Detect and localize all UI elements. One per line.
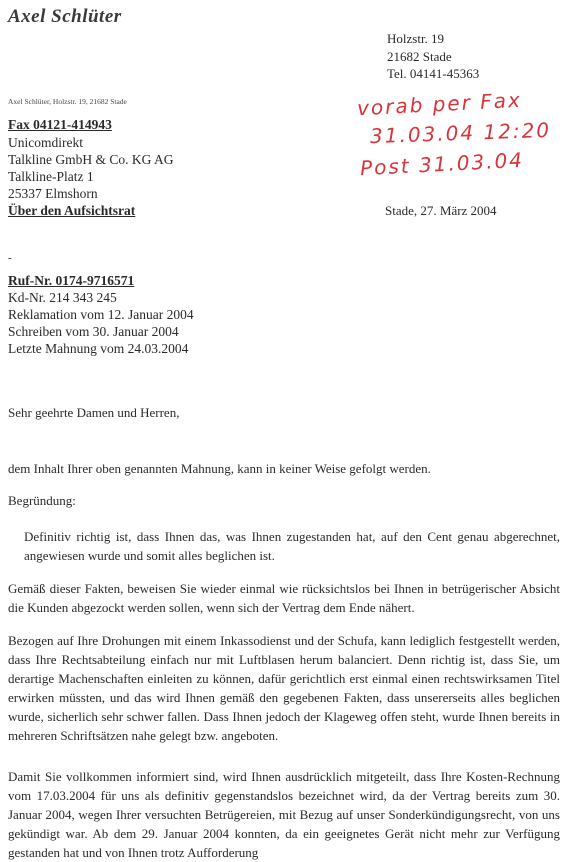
- recipient-line-4: 25337 Elmshorn: [8, 186, 98, 201]
- reference-complaint: Reklamation vom 12. Januar 2004: [8, 307, 194, 322]
- paragraph-reason-heading: Begründung:: [8, 493, 76, 508]
- recipient-line-3: Talkline-Platz 1: [8, 169, 94, 184]
- reference-letter: Schreiben vom 30. Januar 2004: [8, 324, 179, 339]
- paragraph-facts: Gemäß dieser Fakten, beweisen Sie wieder einmal wie rücksichtslos bei Ihnen in betrügerischer Absicht die Kunden abgezockt werden sollen, wenn sich der Vertrag dem Ende nähert.: [8, 581, 560, 615]
- recipient-fax: Fax 04121-414943: [8, 117, 112, 132]
- paragraph-reason: Definitiv richtig ist, dass Ihnen das, was Ihnen zugestanden hat, auf den Cent genau abgerechnet, angewiesen wurde und somit alles beglichen ist.: [24, 529, 560, 563]
- sender-address-line-2: 21682 Stade: [387, 49, 452, 64]
- paragraph-invoice: Damit Sie vollkommen informiert sind, wird Ihnen ausdrücklich mitgeteilt, dass Ihre Kosten-Rechnung vom 17.03.2004 für uns als definitiv gegenstandslos bezeichnet wird, da der Vertrag bereits zum 30. Januar 2004, wegen Ihrer versuchten Betrügereien, mit Bezug auf unser Sonderkündigungsrecht, von uns gekündigt war. Ab dem 29. Januar 2004 konnten, da ein geeignetes Gerät nicht mehr zur Verfügung gestanden hat und von Ihnen trotz Aufforderung: [8, 769, 560, 860]
- recipient-line-1: Unicomdirekt: [8, 135, 83, 150]
- reference-phone-number: Ruf-Nr. 0174-9716571: [8, 273, 135, 288]
- sender-logo-name: Axel Schlüter: [8, 6, 122, 27]
- return-address-line: Axel Schlüter, Holzstr. 19, 21682 Stade: [8, 97, 127, 106]
- recipient-attention: Über den Aufsichtsrat: [8, 203, 136, 218]
- paragraph-intro: dem Inhalt Ihrer oben genannten Mahnung, kann in keiner Weise gefolgt werden.: [8, 461, 431, 476]
- reference-dash: -: [8, 252, 12, 264]
- sender-address-line-1: Holzstr. 19: [387, 31, 445, 46]
- handwritten-note-fax: vorab per Fax: [356, 87, 523, 121]
- handwritten-note-post: Post 31.03.04: [359, 147, 525, 181]
- reference-last-reminder: Letzte Mahnung vom 24.03.2004: [8, 341, 189, 356]
- salutation: Sehr geehrte Damen und Herren,: [8, 405, 180, 420]
- letter-date: Stade, 27. März 2004: [385, 203, 497, 218]
- reference-customer-number: Kd-Nr. 214 343 245: [8, 290, 117, 305]
- sender-phone: Tel. 04141-45363: [387, 66, 480, 81]
- handwritten-note-date-time: 31.03.04 12:20: [369, 117, 552, 149]
- paragraph-threats: Bezogen auf Ihre Drohungen mit einem Inkassodienst und der Schufa, kann lediglich festgestellt werden, dass Ihre Rechtsabteilung einfach nur mit Luftblasen herum balanciert. Denn richtig ist, dass Sie, um derartige Machenschaften einleiten zu können, dafür gerichtlich erst einmal einen rechtswirksamen Titel erwirken müssten, und das wird Ihnen gemäß den gegebenen Fakten, dass unsererseits alles beglichen wurde, sicherlich sehr schwer fallen. Dass Ihnen jedoch der Klageweg offen steht, wurde Ihnen bereits in mehreren Schriftsätzen nahe gelegt bzw. angeboten.: [8, 633, 560, 743]
- recipient-line-2: Talkline GmbH & Co. KG AG: [8, 152, 174, 167]
